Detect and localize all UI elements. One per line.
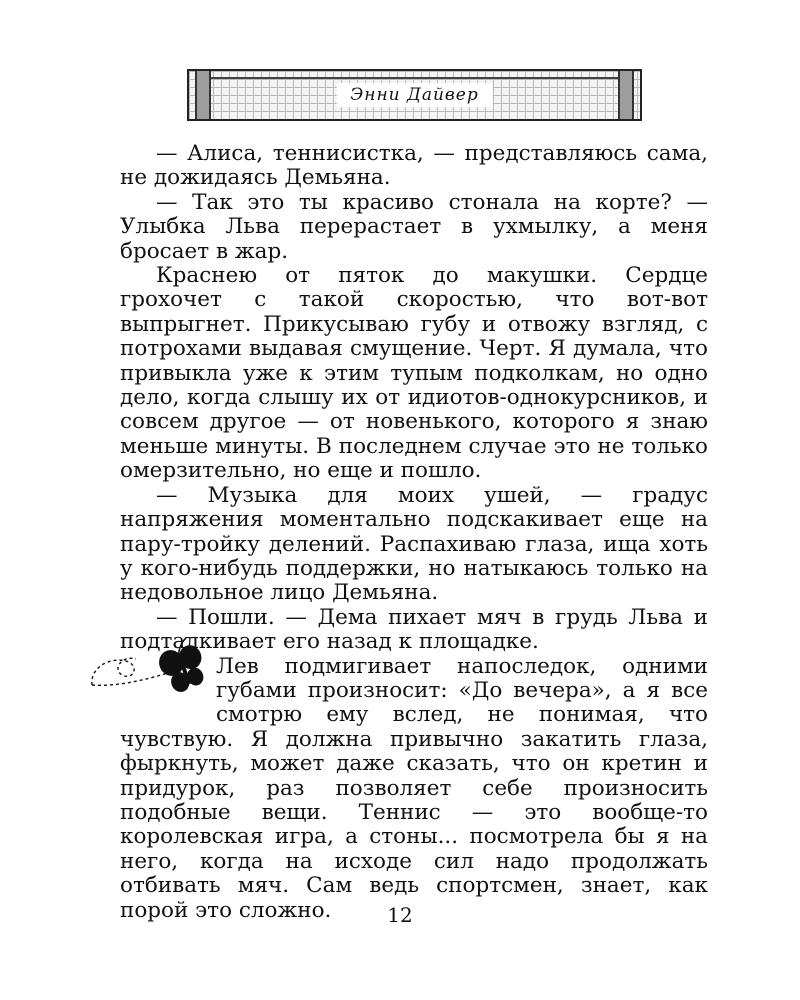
page-number: 12: [387, 903, 413, 927]
paragraph-4: — Музыка для моих ушей, — градус напряжения моментально подскакивает еще на пару-тройку делений. Распахиваю глаза, ища хоть у кого-нибудь поддержки, но натыкаюсь только на недовольное лицо Демьяна.: [120, 482, 708, 606]
net-top-rail: [211, 77, 618, 79]
net-post-right: [618, 71, 634, 119]
paragraph-3: Краснею от пяток до макушки. Сердце грохочет с такой скоростью, что вот-вот выпрыгнет. Прикусываю губу и отвожу взгляд, с потрохами выдавая смущение. Черт. Я думала, что привыкла уже к этим тупым подколкам, но одно дело, когда слышу их от идиотов-однокурсников, и совсем другое — от новенького, которого я знаю меньше минуты. В последнем случае это не только омерзительно, но еще и пошло.: [120, 263, 708, 484]
paragraph-2: — Так это ты красиво стонала на корте? — Улыбка Льва перерастает в ухмылку, а меня бросает в жар.: [120, 189, 708, 264]
ornament-wrap-space: [120, 655, 216, 721]
body-text: [120, 142, 708, 923]
net-post-left: [195, 71, 211, 119]
running-header: [187, 69, 642, 121]
author-name: Энни Дайвер: [336, 83, 493, 107]
paragraph-5: — Пошли. — Дема пихает мяч в грудь Льва и подталкивает его назад к площадке.: [120, 604, 708, 655]
paragraph-6: Лев подмигивает напоследок, одними губами произносит: «До вечера», а я все смотрю ему вслед, не понимая, что чувствую. Я должна привычно закатить глаза, фыркнуть, может даже сказать, что он кретин и придурок, раз позволяет себе произносить подобные вещи. Теннис — это вообще-то королевская игра, а стоны... посмотрела бы я на него, когда на исходе сил надо продолжать отбивать мяч. Сам ведь спортсмен, знает, как порой это сложно.: [120, 653, 708, 923]
paragraph-1: — Алиса, теннисистка, — представляюсь сама, не дожидаясь Демьяна.: [120, 141, 708, 191]
